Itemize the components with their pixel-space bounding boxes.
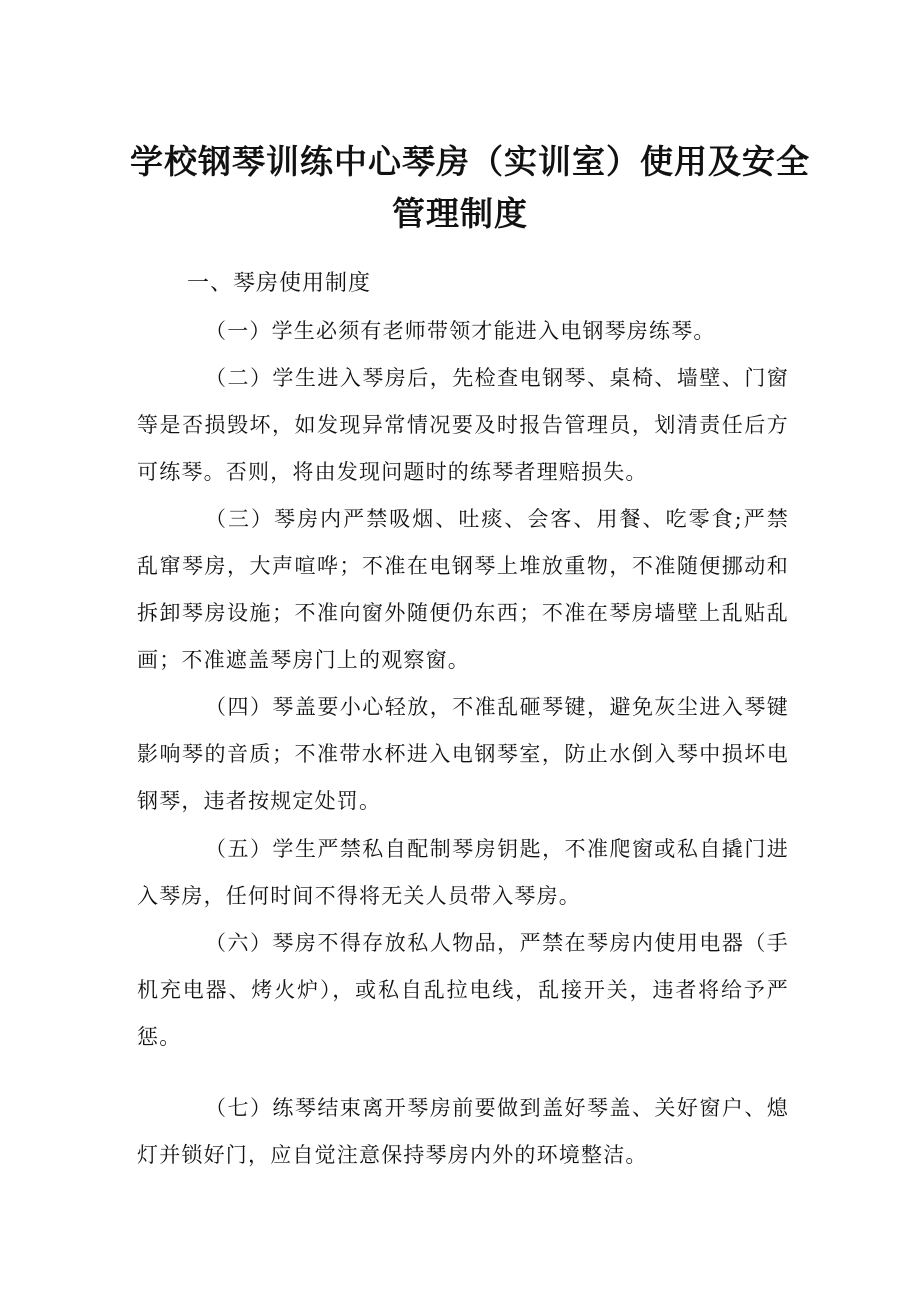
paragraph-7: （七）练琴结束离开琴房前要做到盖好琴盖、关好窗户、熄灯并锁好门，应自觉注意保持琴房内外的环境整洁。	[137, 1096, 789, 1167]
paragraph-2: （二）学生进入琴房后，先检查电钢琴、桌椅、墙壁、门窗等是否损毁坏，如发现异常情况要及时报告管理员，划清责任后方可练琴。否则，将由发现问题时的练琴者理赔损失。	[137, 366, 789, 484]
paragraph-1: （一）学生必须有老师带领才能进入电钢琴房练琴。	[205, 319, 716, 343]
paragraph-6: （六）琴房不得存放私人物品，严禁在琴房内使用电器（手机充电器、烤火炉），或私自乱拉电线，乱接开关，违者将给予严惩。	[137, 931, 789, 1049]
document-title-line-1: 学校钢琴训练中心琴房（实训室）使用及安全	[130, 142, 810, 181]
paragraph-5: （五）学生严禁私自配制琴房钥匙，不准爬窗或私自撬门进入琴房，任何时间不得将无关人员带入琴房。	[137, 837, 789, 908]
section-heading: 一、琴房使用制度	[187, 271, 372, 296]
paragraph-3: （三）琴房内严禁吸烟、吐痰、会客、用餐、吃零食;严禁乱窜琴房，大声喧哗；不准在电钢琴上堆放重物，不准随便挪动和拆卸琴房设施；不准向窗外随便仍东西；不准在琴房墙壁上乱贴乱画；不准遮盖琴房门上的观察窗。	[137, 507, 789, 672]
paragraph-4: （四）琴盖要小心轻放，不准乱砸琴键，避免灰尘进入琴键影响琴的音质；不准带水杯进入电钢琴室，防止水倒入琴中损坏电钢琴，违者按规定处罚。	[137, 695, 789, 813]
document-title-line-2: 管理制度	[392, 194, 528, 233]
